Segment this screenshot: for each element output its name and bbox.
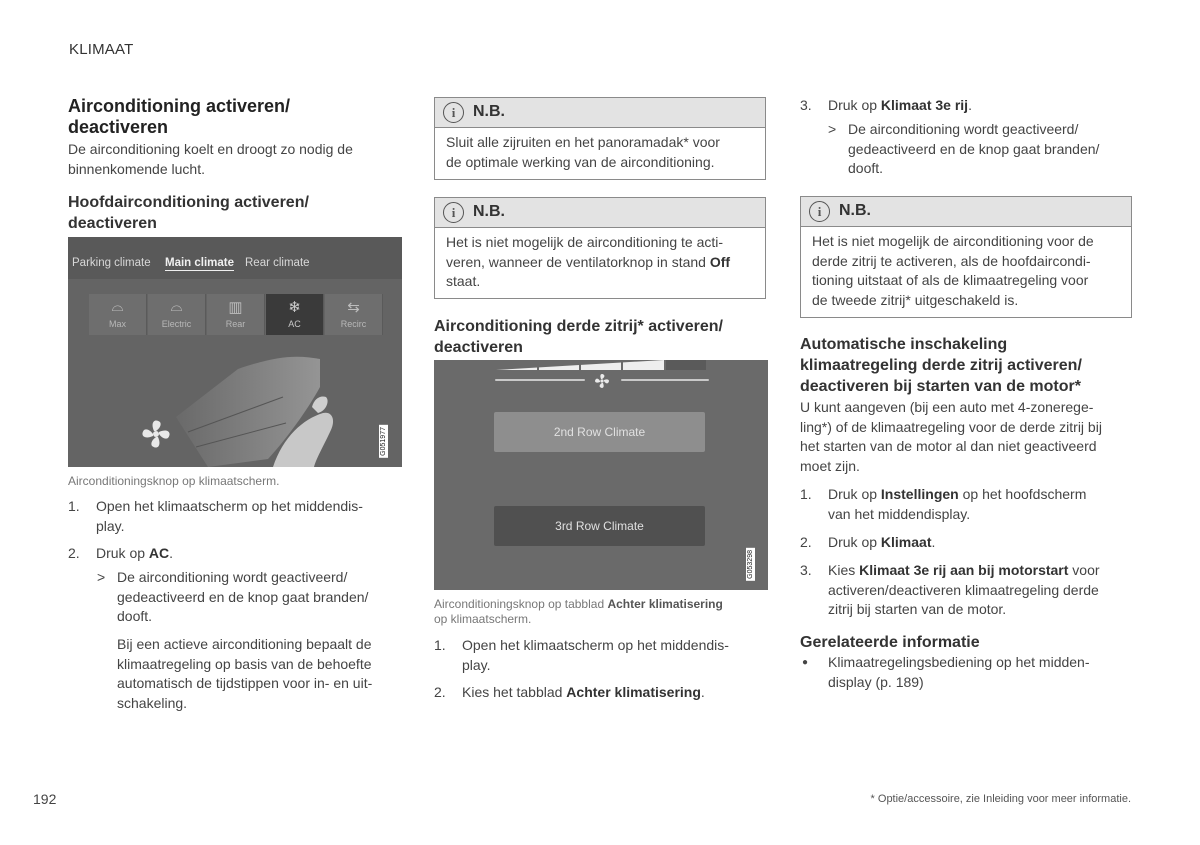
electric-defrost-button: ⌓ Electric	[148, 294, 206, 335]
auto-start-text: U kunt aangeven (bij een auto met 4-zonerege- ling*) of de klimaatregeling voor de derde zitrij bij het starten van de motor al dan niet geactiveerd moet zijn.	[800, 399, 1102, 474]
info-icon: i	[443, 102, 464, 123]
max-defrost-button: ⌓ Max	[89, 294, 147, 335]
fan-icon	[595, 374, 609, 388]
second-row-climate-button: 2nd Row Climate	[494, 412, 705, 452]
note-text: Bij een actieve airconditioning bepaalt de klimaatregeling op basis van de behoefte automatisch de tijdstippen voor in- en uit- schakeling.	[117, 636, 373, 711]
subheading-auto-start: Automatische inschakeling klimaatregeling derde zitrij activeren/ deactiveren bij starten van de motor*	[800, 336, 1082, 395]
result-item: > De airconditioning wordt geactiveerd/ gedeactiveerd en de knop gaat branden/ dooft.	[97, 569, 369, 624]
list-item: 1. Druk op Instellingen op het hoofdscherm van het middendisplay.	[800, 486, 1087, 522]
info-icon: i	[443, 202, 464, 223]
subheading-main-ac: Hoofdairconditioning activeren/ deactiveren	[68, 194, 309, 232]
title-line-2: deactiveren	[68, 117, 169, 137]
rear-defrost-icon: ▥	[228, 299, 243, 316]
intro-text: De airconditioning koelt en droogt zo nodig de binnenkomende lucht.	[68, 141, 353, 177]
list-item: 1. Open het klimaatscherm op het middendis- play.	[434, 637, 729, 673]
rear-climate-screen-image	[434, 360, 768, 590]
image-code: G051977	[380, 427, 387, 456]
tab-parking-climate: Parking climate	[72, 257, 151, 269]
list-item: 2. Druk op Klimaat.	[800, 534, 936, 550]
snowflake-icon: ❄	[288, 299, 301, 316]
info-icon: i	[809, 201, 830, 222]
fan-icon	[142, 420, 169, 447]
ac-button: ❄ AC	[266, 294, 324, 335]
tab-main-climate: Main climate	[165, 257, 235, 269]
max-defrost-icon: ⌓	[111, 298, 124, 315]
recirc-icon: ⇆	[347, 299, 360, 316]
climate-screen-image	[68, 237, 402, 467]
third-row-climate-button: 3rd Row Climate	[494, 506, 705, 546]
image-code: G053298	[747, 550, 754, 579]
figure-caption: Airconditioningsknop op klimaatscherm.	[68, 474, 280, 488]
related-link[interactable]: ● Klimaatregelingsbediening op het midden- display (p. 189)	[802, 654, 1090, 690]
section-title	[68, 96, 290, 138]
related-info-heading: Gerelateerde informatie	[800, 634, 980, 651]
note-box: i N.B. Het is niet mogelijk de airconditioning voor de derde zitrij te activeren, als de hoofdaircondi- tioning uitstaat of als de klimaatregeling voor de tweede zitrij* uitgeschakeld is.	[800, 196, 1132, 318]
page-number: 192	[33, 791, 57, 807]
note-box: i N.B. Het is niet mogelijk de airconditioning te acti- veren, wanneer de ventilatorknop in stand Off staat.	[434, 197, 766, 299]
recirc-button: ⇆ Recirc	[325, 294, 383, 335]
seat-illustration	[68, 237, 402, 467]
section-header: KLIMAAT	[69, 41, 134, 58]
list-item: 3. Kies Klimaat 3e rij aan bij motorstart voor activeren/deactiveren klimaatregeling derde zitrij bij starten van de motor.	[800, 562, 1100, 617]
electric-defrost-icon: ⌓	[170, 298, 183, 315]
rear-defrost-button: ▥ Rear	[207, 294, 265, 335]
subheading-third-row-ac: Airconditioning derde zitrij* activeren/ deactiveren	[434, 318, 723, 356]
result-item: > De airconditioning wordt geactiveerd/ gedeactiveerd en de knop gaat branden/ dooft.	[828, 121, 1100, 176]
note-box: i N.B. Sluit alle zijruiten en het panoramadak* voor de optimale werking van de airconditioning.	[434, 97, 766, 180]
list-item: 2. Druk op AC.	[68, 545, 174, 561]
footnote: * Optie/accessoire, zie Inleiding voor meer informatie.	[870, 793, 1131, 805]
list-item: 2. Kies het tabblad Achter klimatisering.	[434, 684, 705, 700]
title-line-1: Airconditioning activeren/	[68, 96, 291, 116]
tab-rear-climate: Rear climate	[245, 257, 310, 269]
bullet-icon: ●	[802, 657, 809, 668]
figure-caption: Airconditioningsknop op tabblad Achter klimatisering op klimaatscherm.	[434, 597, 723, 626]
list-item: 3. Druk op Klimaat 3e rij.	[800, 97, 972, 113]
list-item: 1. Open het klimaatscherm op het middendis- play.	[68, 498, 363, 534]
fan-scale	[434, 360, 768, 400]
